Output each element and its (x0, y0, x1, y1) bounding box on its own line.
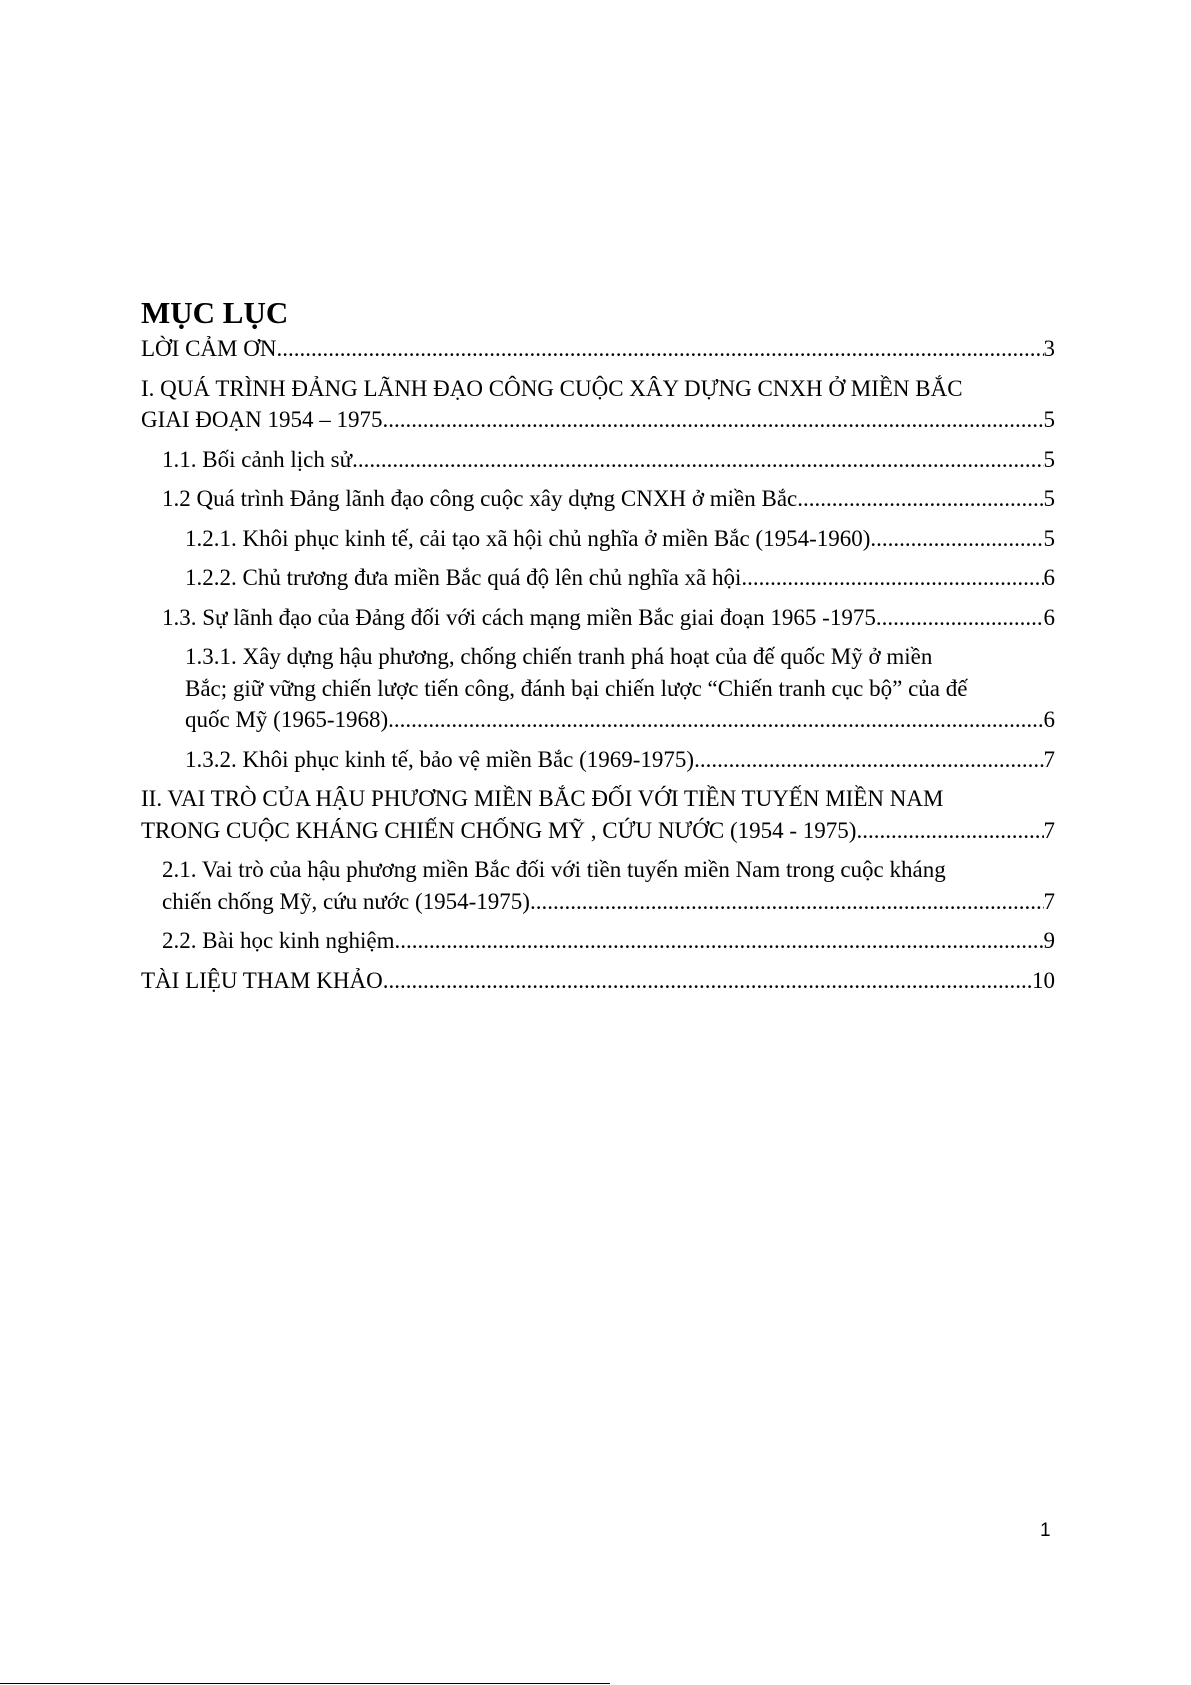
toc-entry-text: 1.1. Bối cảnh lịch sử (162, 446, 353, 472)
toc-entry-text-line: Bắc; giữ vững chiến lược tiến công, đánh bại chiến lược “Chiến tranh cục bộ” của đế (185, 675, 968, 701)
toc-page-number: 5 (1043, 446, 1055, 472)
toc-page-number: 5 (1043, 525, 1055, 551)
toc-entry-text: 2.2. Bài học kinh nghiệm (162, 928, 395, 953)
toc-page-number: 9 (1043, 928, 1055, 953)
toc-entry-text: quốc Mỹ (1965-1968) (185, 707, 389, 732)
toc-page-number: 7 (1043, 888, 1055, 914)
toc-page-number: 3 (1043, 336, 1055, 361)
toc-entry-text: LỜI CẢM ƠN (141, 336, 277, 361)
toc-entry-1-3-1[interactable] (141, 641, 1055, 736)
toc-page-number: 6 (1043, 707, 1055, 732)
toc-entry-loi-cam-on[interactable] (141, 333, 1055, 365)
dot-leader (870, 523, 1043, 555)
dot-leader (383, 965, 1032, 997)
toc-page-number: 6 (1043, 604, 1055, 630)
toc-entry-text-line: 2.1. Vai trò của hậu phương miền Bắc đối với tiền tuyến miền Nam trong cuộc kháng (162, 857, 946, 882)
dot-leader (797, 483, 1043, 515)
toc-entry-text: GIAI ĐOẠN 1954 – 1975 (141, 407, 383, 432)
dot-leader (352, 444, 1043, 476)
toc-page-number: 6 (1043, 565, 1055, 590)
page-number: 1 (1040, 1520, 1051, 1541)
toc-entry-text-line: I. QUÁ TRÌNH ĐẢNG LÃNH ĐẠO CÔNG CUỘC XÂY DỰNG CNXH Ở MIỀN BẮC (141, 375, 963, 401)
toc-entry-1-3-2[interactable] (141, 744, 1055, 776)
toc-entry-1-2-1[interactable] (141, 523, 1055, 555)
toc-entry-text: TÀI LIỆU THAM KHẢO (141, 967, 383, 993)
dot-leader (388, 704, 1043, 736)
toc-entry-section-1[interactable] (141, 373, 1055, 436)
dot-leader (395, 925, 1044, 957)
toc-entry-text-line: 1.3.1. Xây dựng hậu phương, chống chiến tranh phá hoạt của đế quốc Mỹ ở miền (185, 644, 933, 669)
toc-entry-1-3[interactable] (141, 602, 1055, 634)
dot-leader (741, 562, 1043, 594)
dot-leader (694, 744, 1043, 776)
toc-entry-text: chiến chống Mỹ, cứu nước (1954-1975) (162, 888, 530, 914)
dot-leader (530, 886, 1044, 918)
toc-entry-1-2[interactable] (141, 483, 1055, 515)
toc-page-number: 10 (1032, 967, 1055, 993)
toc-entry-text: 1.2 Quá trình Đảng lãnh đạo công cuộc xây dựng CNXH ở miền Bắc (162, 486, 798, 511)
toc-entry-1-1[interactable] (141, 444, 1055, 476)
toc-entry-text: 1.2.1. Khôi phục kinh tế, cải tạo xã hội chủ nghĩa ở miền Bắc (1954-1960) (185, 525, 871, 551)
toc-entry-text: 1.3. Sự lãnh đạo của Đảng đối với cách mạng miền Bắc giai đoạn 1965 -1975 (162, 604, 876, 630)
toc-entry-text: 1.2.2. Chủ trương đưa miền Bắc quá độ lên chủ nghĩa xã hội (185, 565, 742, 590)
dot-leader (276, 333, 1043, 365)
toc-entry-text: TRONG CUỘC KHÁNG CHIẾN CHỐNG MỸ , CỨU NƯỚC (1954 - 1975) (141, 817, 857, 843)
toc-entry-text-line: II. VAI TRÒ CỦA HẬU PHƯƠNG MIỀN BẮC ĐỐI VỚI TIỀN TUYẾN MIỀN NAM (141, 786, 944, 811)
toc-entry-references[interactable] (141, 965, 1055, 997)
toc-entry-2-1[interactable] (141, 854, 1055, 917)
dot-leader (382, 404, 1043, 436)
toc-page-number: 5 (1043, 407, 1055, 432)
toc-page-number: 5 (1043, 486, 1055, 511)
toc-entry-section-2[interactable] (141, 783, 1055, 846)
toc-entry-2-2[interactable] (141, 925, 1055, 957)
dot-leader (856, 815, 1043, 847)
toc-page-number: 7 (1043, 746, 1055, 772)
table-of-contents (141, 293, 1055, 1004)
toc-title: MỤC LỤC (141, 295, 289, 330)
toc-page-number: 7 (1043, 817, 1055, 843)
toc-entry-1-2-2[interactable] (141, 562, 1055, 594)
footer-divider (0, 1683, 610, 1684)
toc-entry-text: 1.3.2. Khôi phục kinh tế, bảo vệ miền Bắc (1969-1975) (185, 746, 695, 772)
dot-leader (876, 602, 1044, 634)
